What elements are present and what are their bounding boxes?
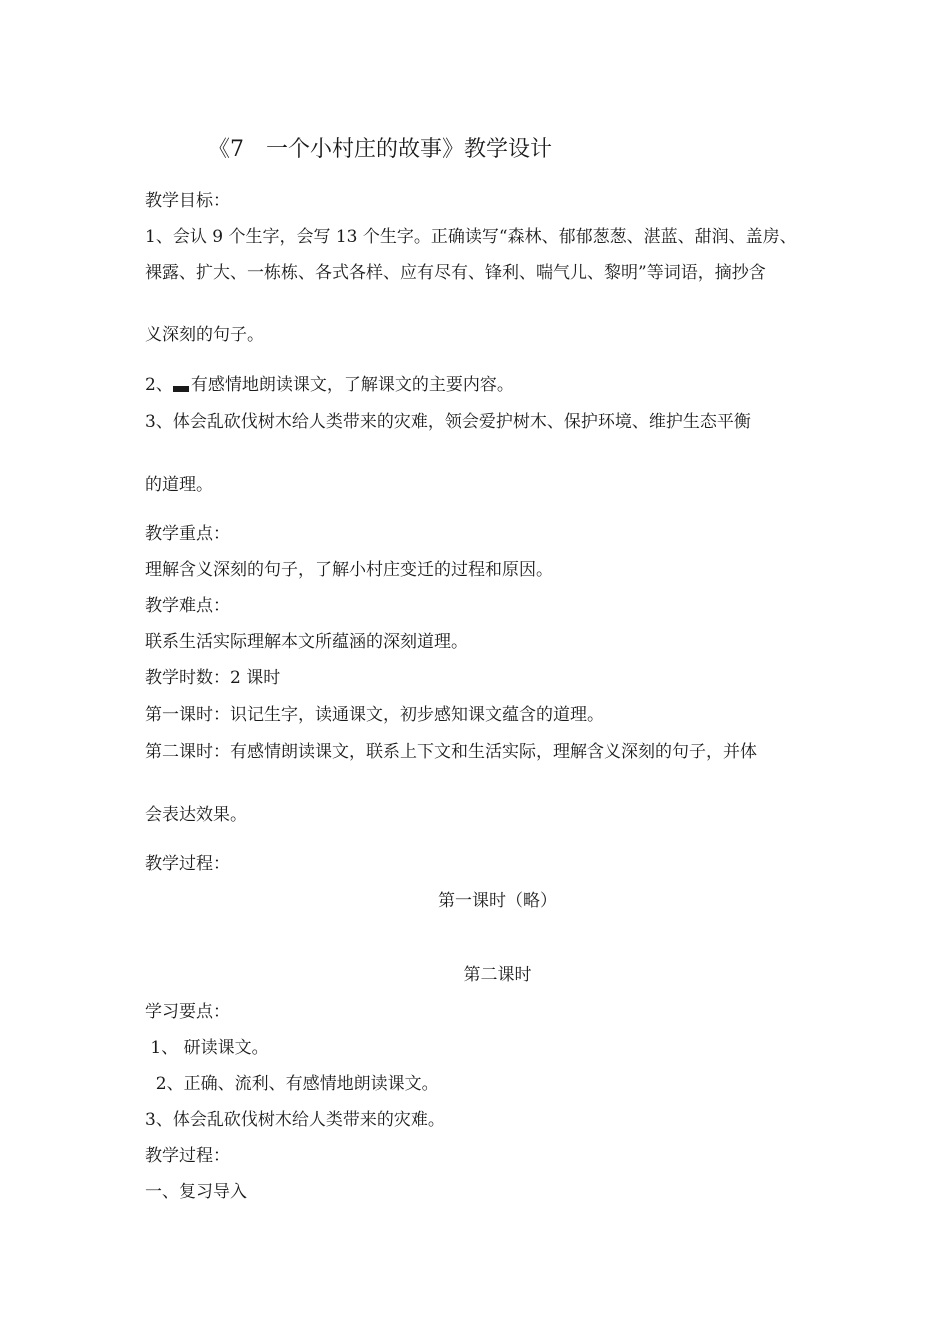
lesson-1-heading: 第一课时（略） [438,891,557,911]
lesson-1-summary: 第一课时：识记生字，读通课文，初步感知课文蕴含的道理。 [145,705,604,725]
study-points-heading: 学习要点： [145,1002,230,1022]
section-review-intro: 一、复习导入 [145,1182,247,1202]
lesson-2-summary-line-2: 会表达效果。 [145,805,247,825]
process-heading-2: 教学过程： [145,1146,230,1166]
study-point-1: 1、 研读课文。 [145,1038,269,1058]
goal-3-line-2: 的道理。 [145,475,213,495]
teaching-hours: 教学时数：2 课时 [145,668,281,688]
key-points-heading: 教学重点： [145,524,230,544]
difficulty-text: 联系生活实际理解本文所蕴涵的深刻道理。 [145,632,468,652]
study-point-2: 2、正确、流利、有感情地朗读课文。 [145,1074,439,1094]
goals-heading: 教学目标： [145,191,230,211]
key-points-text: 理解含义深刻的句子，了解小村庄变迁的过程和原因。 [145,560,553,580]
goal-2-number: 2、 [145,375,173,395]
study-point-3: 3、体会乱砍伐树木给人类带来的灾难。 [145,1110,445,1130]
redaction-mark [173,386,189,392]
difficulty-heading: 教学难点： [145,596,230,616]
lesson-2-heading: 第二课时 [463,965,532,985]
goal-1-line-2: 裸露、扩大、一栋栋、各式各样、应有尽有、锋利、喘气儿、黎明”等词语，摘抄含 [145,263,766,283]
goal-3-line-1: 3、体会乱砍伐树木给人类带来的灾难，领会爱护树木、保护环境、维护生态平衡 [145,412,751,432]
goal-2-text: 有感情地朗读课文，了解课文的主要内容。 [190,375,514,395]
goal-1-line-3: 义深刻的句子。 [145,325,264,345]
document-title: 《7 一个小村庄的故事》教学设计 [208,137,552,162]
process-heading: 教学过程： [145,854,230,874]
goal-2 [145,374,514,396]
lesson-2-summary-line-1: 第二课时：有感情朗读课文，联系上下文和生活实际，理解含义深刻的句子，并体 [145,742,757,762]
goal-1-line-1: 1、会认 9 个生字，会写 13 个生字。正确读写“森林、郁郁葱葱、湛蓝、甜润、盖房、 [145,227,797,247]
